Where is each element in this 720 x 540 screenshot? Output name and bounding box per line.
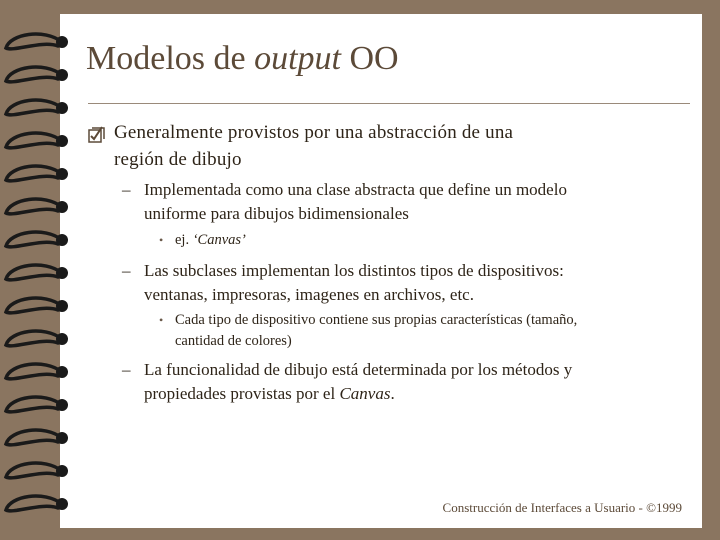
binding-ring [6,430,62,445]
sub-2-line-1: Las subclases implementan los distintos tipos de dispositivos: [144,261,564,280]
sub-2-line-2: ventanas, impresoras, imagenes en archivos, etc. [144,285,474,304]
sub-3-dash: – [122,360,131,379]
binding-ring [6,397,62,412]
sub-1-line-2: uniforme para dibujos bidimensionales [144,204,409,223]
binding-ring [6,166,62,181]
sub-2-item-line-2: cantidad de colores) [175,333,292,349]
sub-1-line-1: Implementada como una clase abstracta que define un modelo [144,180,567,199]
binding-ring [6,232,62,247]
sub-3-line-1: La funcionalidad de dibujo está determinada por los métodos y [144,360,573,379]
bullet-1-line-2: región de dibujo [114,149,242,170]
title-end: OO [341,40,399,77]
title-divider [88,103,690,104]
sub-3-line-2-italic: Canvas [339,384,391,403]
binding-ring [6,364,62,379]
title-main: Modelos de [86,40,255,77]
sub-2-item [175,310,690,352]
sub-2-item-line-1: Cada tipo de dispositivo contiene sus propias características (tamaño, [175,312,578,328]
sub-3 [144,358,689,406]
binding-ring [6,298,62,313]
bullet-1 [114,119,694,173]
sub-1-item [175,230,690,251]
checkbox-bullet-icon [86,124,106,144]
sub-1-item-italic: ‘Canvas’ [192,232,246,248]
sub-1-dash: – [122,180,131,199]
sub-3-line-2-pre: propiedades provistas por el [144,384,340,403]
binding-ring [6,265,62,280]
binding-ring [6,34,62,49]
spiral-binding-icon [0,0,80,540]
binding-ring [6,133,62,148]
binding-ring [6,331,62,346]
binding-ring [6,496,62,511]
title-italic: output [254,40,341,77]
sub-1-item-pre: ej. [175,232,193,248]
binding-ring [6,67,62,82]
sub-1-item-dot: • [159,233,164,247]
slide-title [86,40,696,78]
sub-1 [144,178,689,226]
bullet-1-line-1: Generalmente provistos por una abstracción de una [114,122,514,143]
sub-3-line-2-end: . [390,384,395,403]
sub-2 [144,259,689,307]
sub-2-item-dot: • [159,313,164,327]
slide-footer: Construcción de Interfaces a Usuario - ©1999 [442,500,682,515]
binding-ring [6,463,62,478]
sub-2-dash: – [122,261,131,280]
binding-ring [6,100,62,115]
sub-3-line-2 [144,382,689,406]
binding-ring [6,199,62,214]
